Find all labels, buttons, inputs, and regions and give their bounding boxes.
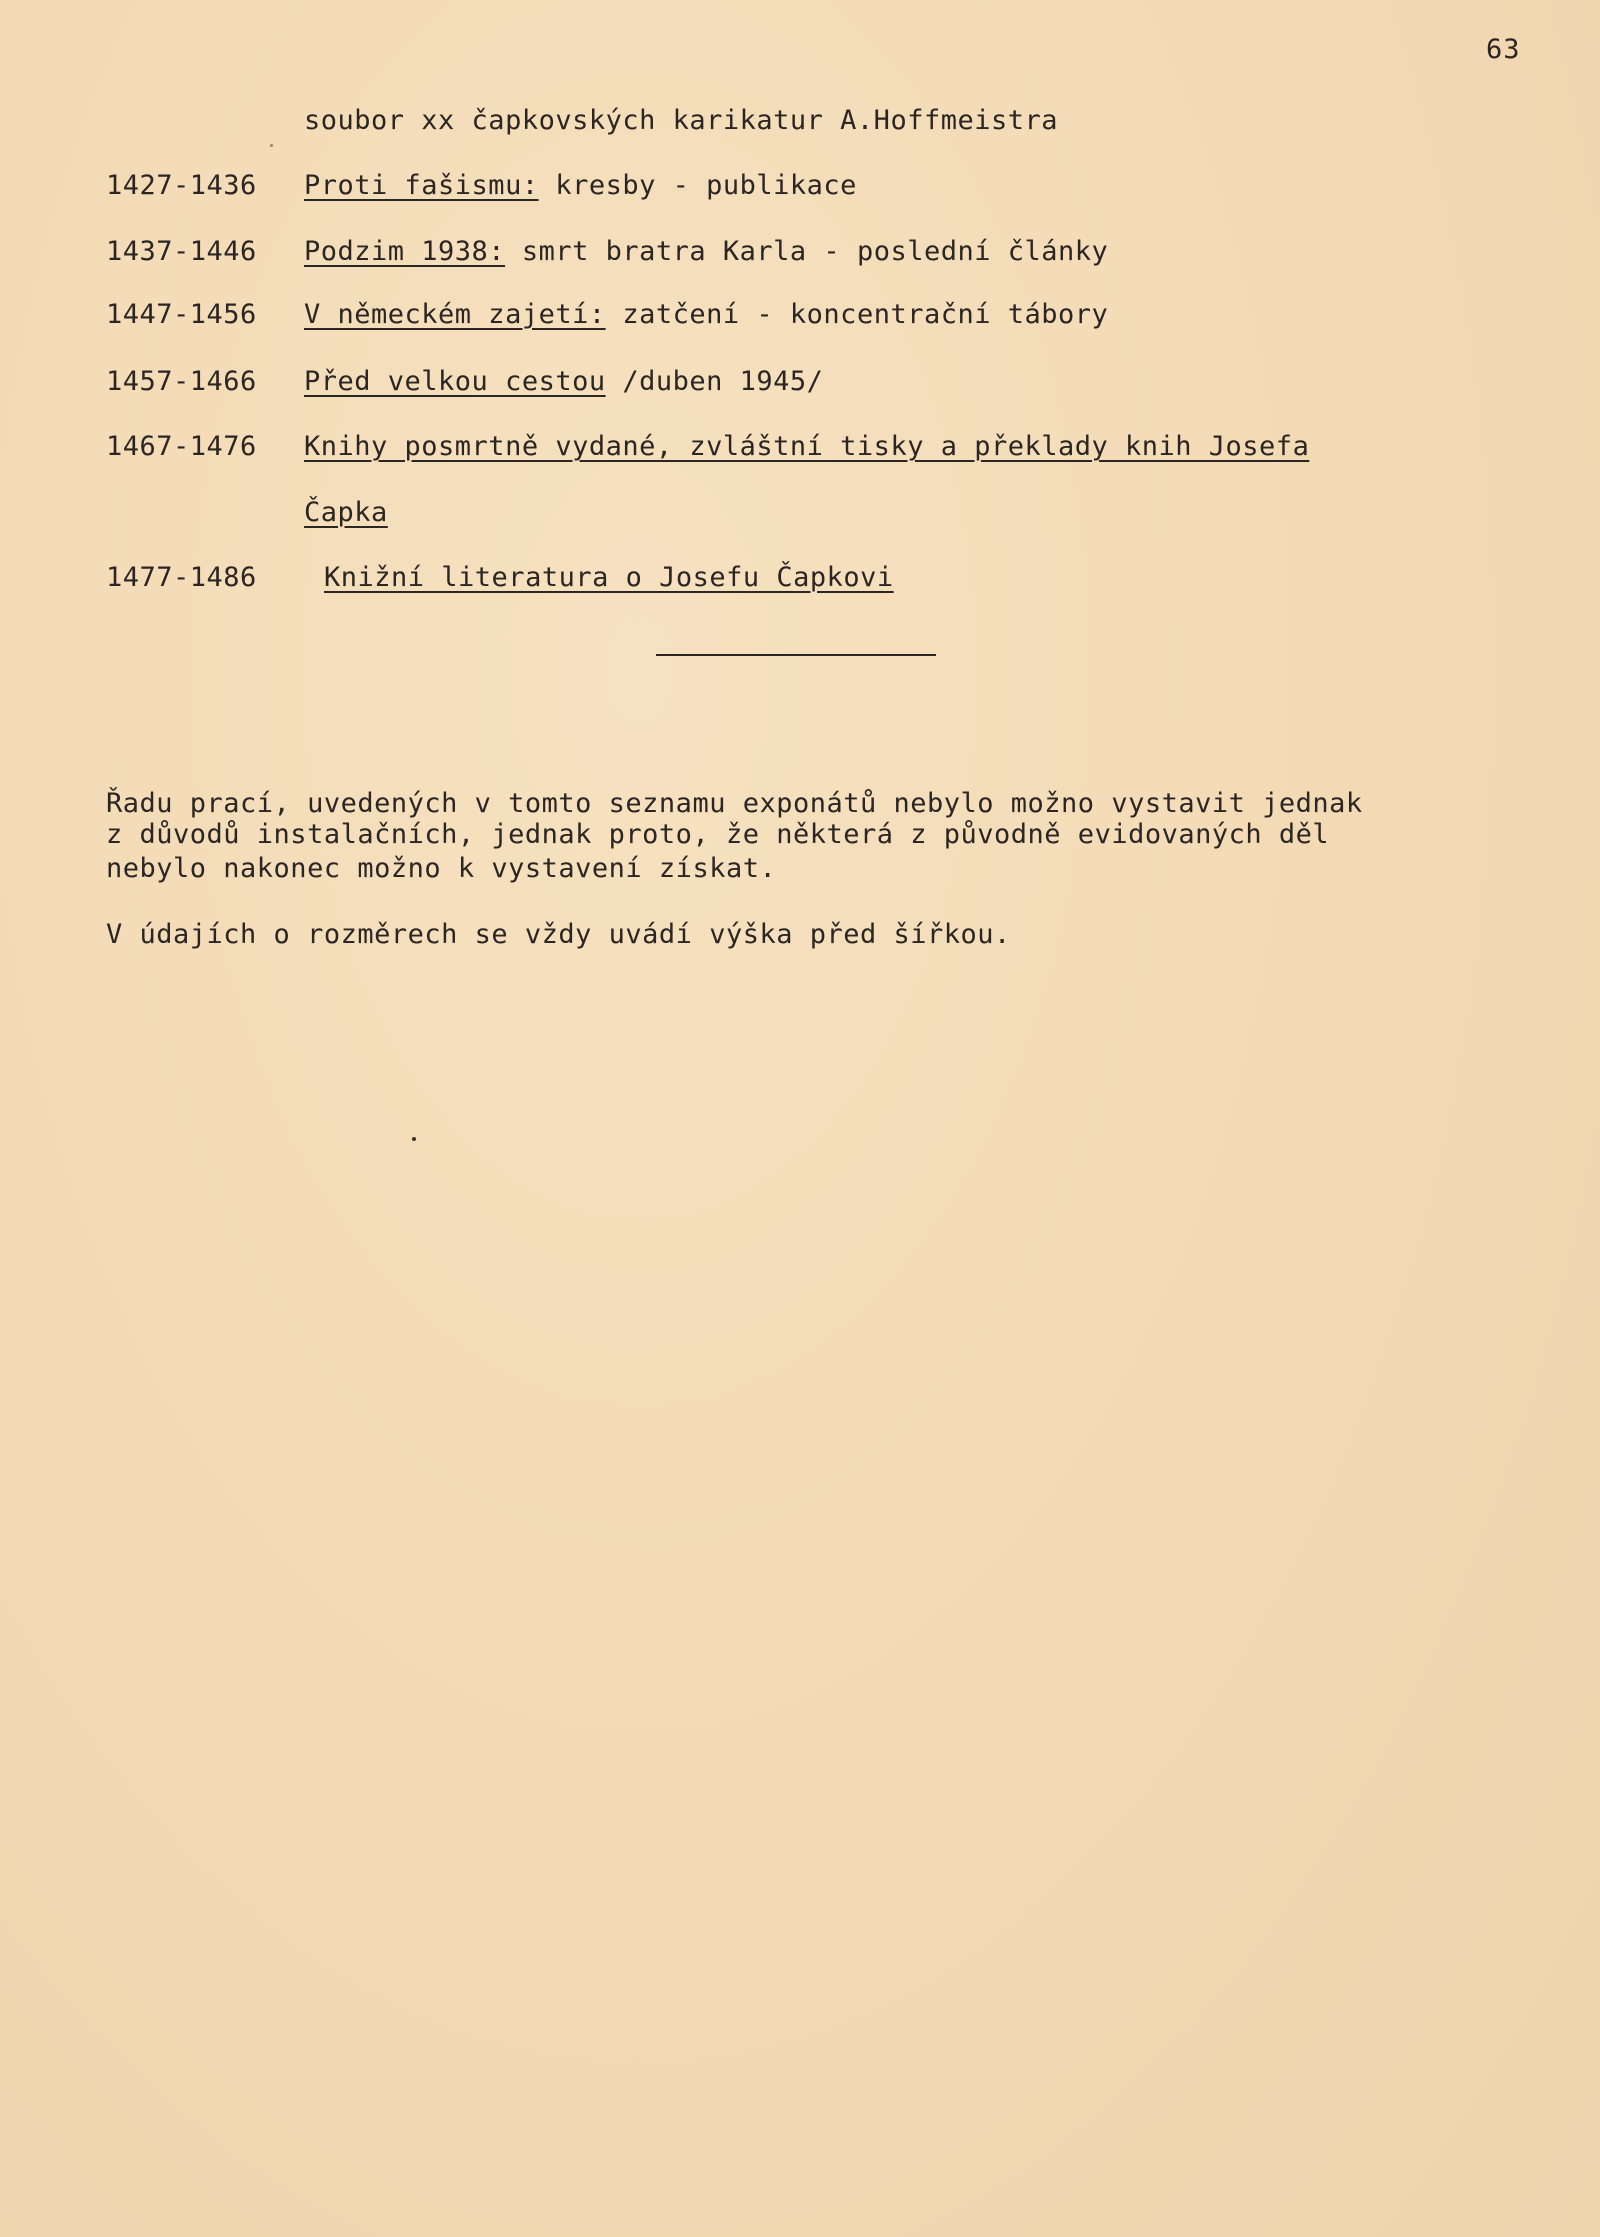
intro-line: soubor xx čapkovských karikatur A.Hoffmeistra xyxy=(304,105,1058,136)
note-line: nebylo nakonec možno k vystavení získat. xyxy=(106,853,777,884)
entry-title: Knihy posmrtně vydané, zvláštní tisky a překlady knih Josefa xyxy=(304,431,1310,462)
entry-text xyxy=(304,431,1309,462)
entry-title: Podzim 1938: xyxy=(304,236,506,267)
entry-range: 1457-1466 xyxy=(106,366,257,397)
entry-text xyxy=(324,562,894,593)
paper-speck xyxy=(270,144,273,147)
entry-title: Knižní literatura o Josefu Čapkovi xyxy=(324,562,894,593)
entry-rest: zatčení - koncentrační tábory xyxy=(605,299,1109,330)
note-line: z důvodů instalačních, jednak proto, že některá z původně evidovaných děl xyxy=(106,819,1330,850)
entry-title-continued: Čapka xyxy=(304,497,388,528)
page-number: 63 xyxy=(1486,34,1521,65)
entry-rest: kresby - publikace xyxy=(538,170,857,201)
entry-range: 1427-1436 xyxy=(106,170,257,201)
entry-title: V německém zajetí: xyxy=(304,299,606,330)
entry-rest: smrt bratra Karla - poslední články xyxy=(505,236,1109,267)
note-line: Řadu prací, uvedených v tomto seznamu exponátů nebylo možno vystavit jednak xyxy=(106,788,1363,819)
entry-text xyxy=(304,299,1108,330)
entry-range: 1477-1486 xyxy=(106,562,257,593)
entry-text-continued xyxy=(304,497,388,528)
entry-range: 1447-1456 xyxy=(106,299,257,330)
entry-range: 1437-1446 xyxy=(106,236,257,267)
entry-text xyxy=(304,366,823,397)
entry-text xyxy=(304,236,1108,267)
entry-title: Proti fašismu: xyxy=(304,170,539,201)
paper-speck xyxy=(412,1137,416,1141)
entry-range: 1467-1476 xyxy=(106,431,257,462)
entry-rest: /duben 1945/ xyxy=(605,366,824,397)
note-paragraph: V údajích o rozměrech se vždy uvádí výška před šířkou. xyxy=(106,919,1011,950)
entry-title: Před velkou cestou xyxy=(304,366,606,397)
section-divider xyxy=(656,654,936,656)
entry-text xyxy=(304,170,857,201)
